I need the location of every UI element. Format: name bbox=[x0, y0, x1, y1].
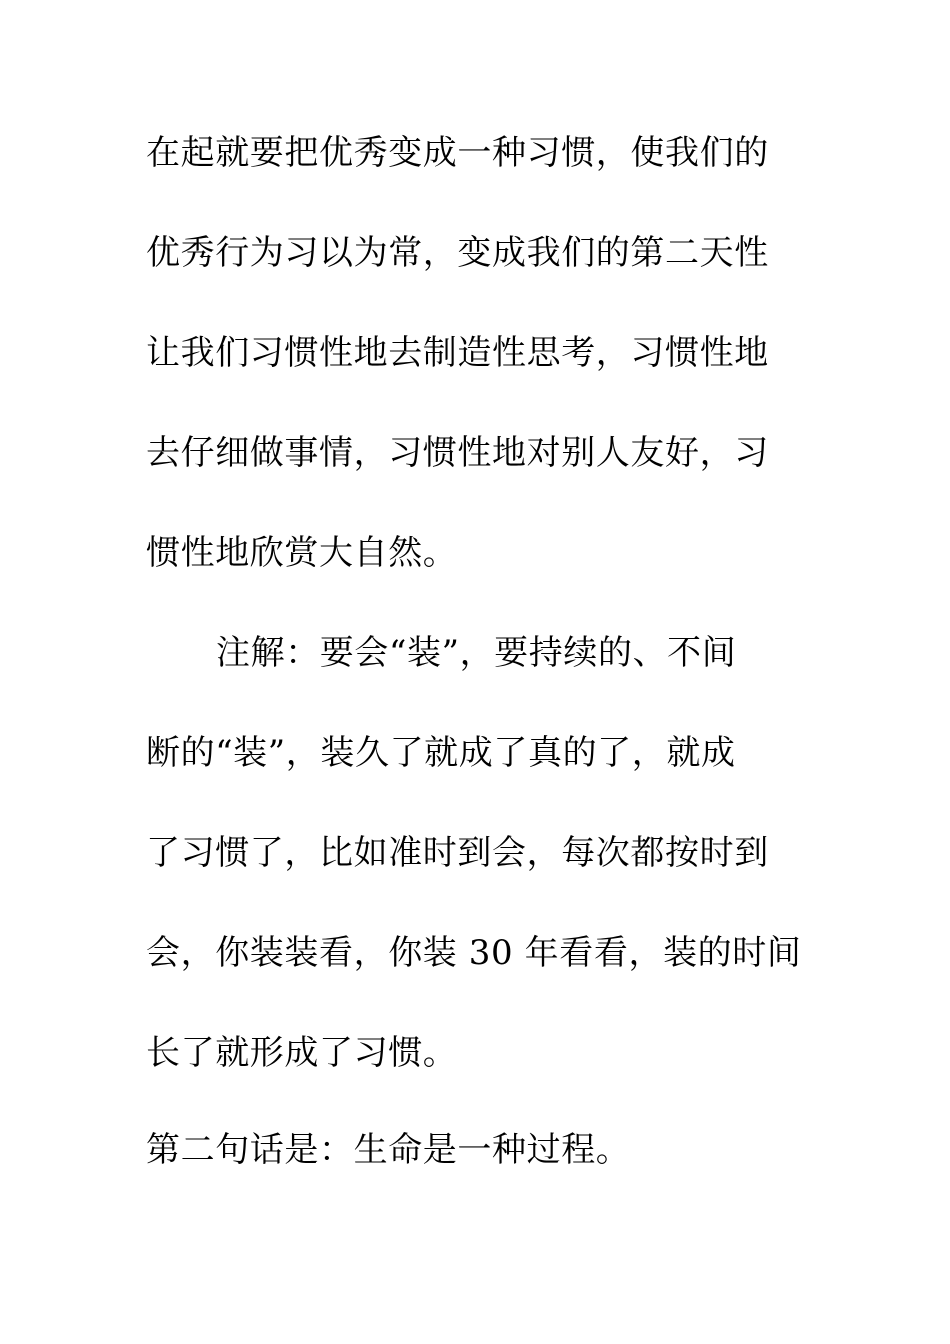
text-line: 在起就要把优秀变成一种习惯，使我们的 bbox=[146, 133, 769, 173]
text-line: 长了就形成了习惯。 bbox=[146, 1033, 458, 1073]
text-line: 去仔细做事情，习惯性地对别人友好，习 bbox=[146, 433, 769, 473]
text-line: 会，你装装看，你装 30 年看看，装的时间 bbox=[146, 933, 802, 973]
text-line: 断的“装”，装久了就成了真的了，就成 bbox=[146, 733, 736, 773]
section-heading: 第二句话是：生命是一种过程。 bbox=[146, 1130, 631, 1170]
text-line: 了习惯了，比如准时到会，每次都按时到 bbox=[146, 833, 769, 873]
text-line-indented: 注解：要会“装”，要持续的、不间 bbox=[216, 633, 737, 673]
text-line: 让我们习惯性地去制造性思考，习惯性地 bbox=[146, 333, 769, 373]
text-line: 惯性地欣赏大自然。 bbox=[146, 533, 458, 573]
text-line: 优秀行为习以为常，变成我们的第二天性 bbox=[146, 233, 769, 273]
